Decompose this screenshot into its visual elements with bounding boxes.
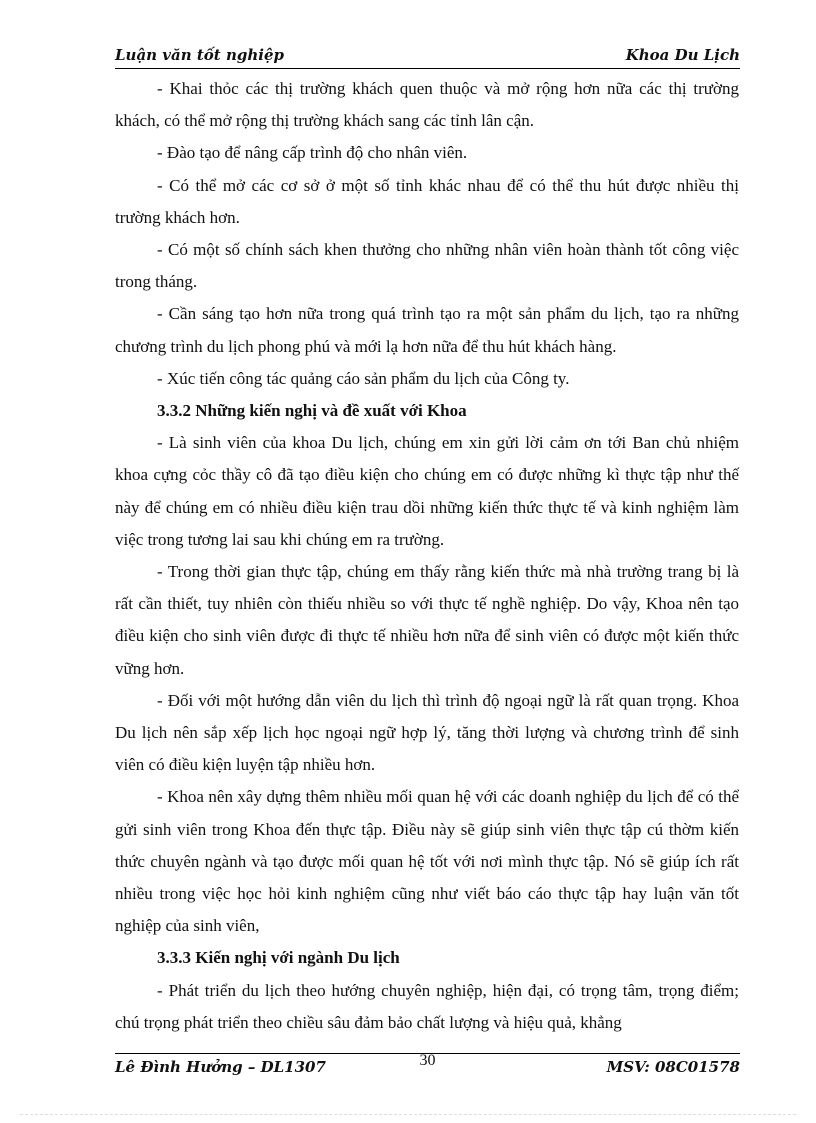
paragraph: - Trong thời gian thực tập, chúng em thấy rằng kiến thức mà nhà trường trang bị là rất cần thiết, tuy nhiên còn thiếu nhiều so với thực tế nghề nghiệp. Do vậy, Khoa nên tạo điều kiện cho sinh viên được đi thực tế nhiều hơn nữa để sinh viên có được một kiến thức vững hơn.	[115, 562, 739, 678]
paragraph: - Cần sáng tạo hơn nữa trong quá trình tạo ra một sản phẩm du lịch, tạo ra những chương trình du lịch phong phú và mới lạ hơn nữa để thu hút khách hàng.	[115, 304, 739, 356]
document-body	[115, 73, 739, 1039]
paragraph: - Đào tạo để nâng cấp trình độ cho nhân viên.	[157, 143, 468, 163]
section-heading-3-3-3: 3.3.3 Kiến nghị với ngành Du lịch	[157, 948, 400, 968]
header-thesis-label: Luận văn tốt nghiệp	[115, 46, 284, 64]
paragraph: - Khoa nên xây dựng thêm nhiều mối quan hệ với các doanh nghiệp du lịch để có thể gửi sinh viên trong Khoa đến thực tập. Điều này sẽ giúp sinh viên thực tập cú thờm kiến thức chuyên ngành và tạo được mối quan hệ tốt với nơi mình thực tập. Nó sẽ giúp ích rất nhiều trong việc học hỏi kinh nghiệm cũng như viết báo cáo thực tập hay luận văn tốt nghiệp của sinh viên,	[115, 787, 739, 936]
paragraph: - Phát triển du lịch theo hướng chuyên nghiệp, hiện đại, có trọng tâm, trọng điểm; chú trọng phát triển theo chiều sâu đảm bảo chất lượng và hiệu quả, khẳng	[115, 980, 739, 1032]
paragraph: - Có một số chính sách khen thưởng cho những nhân viên hoàn thành tốt công việc trong tháng.	[115, 240, 739, 292]
page-number: 30	[419, 1052, 436, 1069]
page-footer	[115, 1052, 740, 1080]
paragraph: - Đối với một hướng dẫn viên du lịch thì trình độ ngoại ngữ là rất quan trọng. Khoa Du lịch nên sắp xếp lịch học ngoại ngữ hợp lý, tăng thời lượng và chương trình để sinh viên có điều kiện luyện tập nhiều hơn.	[115, 690, 739, 775]
paragraph: - Khai thỏc các thị trường khách quen thuộc và mở rộng hơn nữa các thị trường khách, có thể mở rộng thị trường khách sang các tỉnh lân cận.	[115, 79, 739, 131]
paragraph: - Là sinh viên của khoa Du lịch, chúng em xin gửi lời cảm ơn tới Ban chủ nhiệm khoa cựng cỏc thầy cô đã tạo điều kiện cho chúng em có được những kì thực tập như thế này để chúng em có nhiều điều kiện trau dồi những kiến thức thực tế và kinh nghiệm làm việc trong tương lai sau khi chúng em ra trường.	[115, 433, 739, 549]
header-faculty-label: Khoa Du Lịch	[625, 46, 740, 64]
paragraph: - Xúc tiến công tác quảng cáo sản phẩm du lịch của Công ty.	[157, 368, 570, 388]
page-edge-divider	[20, 1114, 796, 1115]
section-heading-3-3-2: 3.3.2 Những kiến nghị và đề xuất với Khoa	[157, 401, 467, 421]
paragraph: - Có thể mở các cơ sở ở một số tỉnh khác nhau để có thể thu hút được nhiều thị trường khách hơn.	[115, 175, 739, 227]
page-header	[115, 44, 740, 69]
footer-student-id: MSV: 08C01578	[606, 1058, 740, 1076]
footer-author: Lê Đình Hưởng – DL1307	[115, 1058, 326, 1076]
